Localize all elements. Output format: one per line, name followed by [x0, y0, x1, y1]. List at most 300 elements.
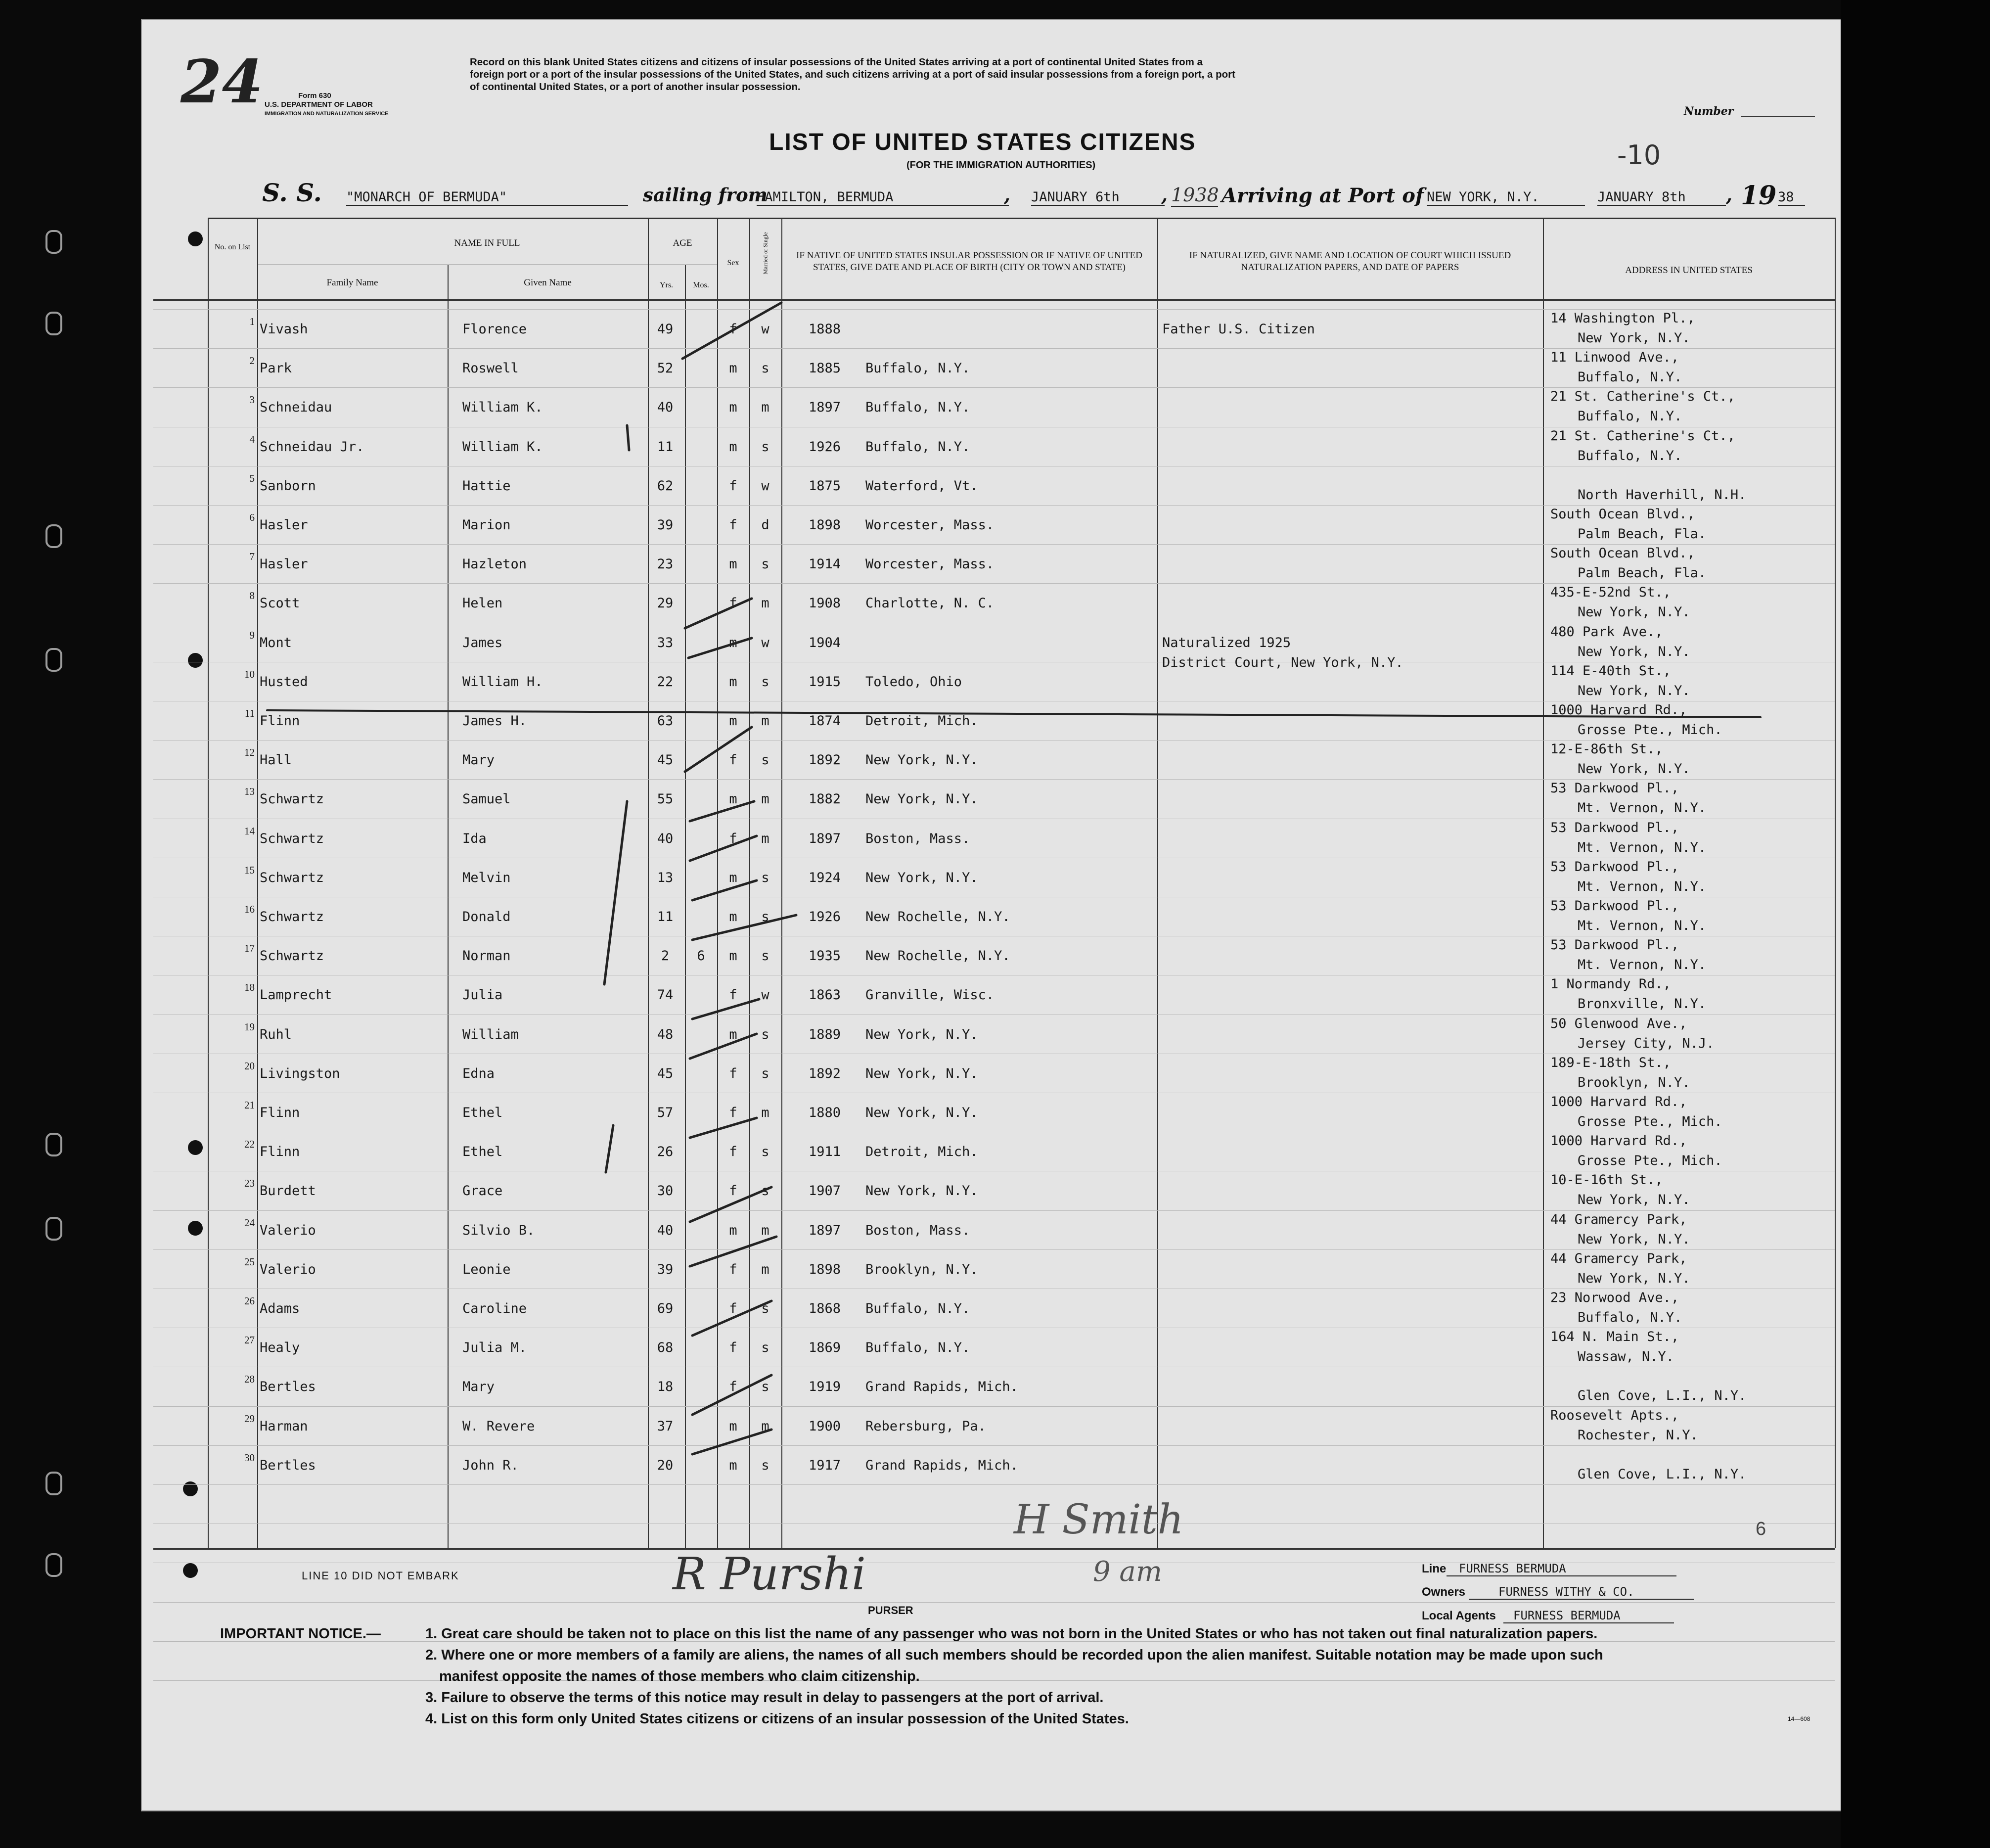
cell-family: Hall	[260, 752, 292, 768]
cell-addr2: New York, N.Y.	[1578, 330, 1690, 346]
cell-yrs: 30	[657, 1183, 674, 1199]
cell-no: 8	[249, 590, 255, 602]
cell-addr1: 44 Gramercy Park,	[1550, 1250, 1687, 1266]
cell-no: 12	[244, 746, 255, 759]
cell-family: Bertles	[260, 1457, 316, 1473]
cell-family: Valerio	[260, 1261, 316, 1277]
page-subtitle: (FOR THE IMMIGRATION AUTHORITIES)	[906, 160, 1096, 171]
cell-given: James	[462, 635, 503, 650]
cell-birth-year: 1898	[809, 1261, 841, 1277]
cell-family: Burdett	[260, 1183, 316, 1199]
cell-addr2: Buffalo, N.Y.	[1578, 1310, 1682, 1325]
cell-addr1: 1000 Harvard Rd.,	[1550, 1133, 1687, 1149]
cell-sex: m	[729, 1418, 737, 1434]
cell-family: Flinn	[260, 713, 300, 729]
header-given-name: Given Name	[524, 277, 572, 288]
cell-no: 2	[249, 355, 255, 367]
cell-addr1: 23 Norwood Ave.,	[1550, 1290, 1679, 1305]
cell-addr2: North Haverhill, N.H.	[1578, 487, 1747, 503]
cell-birth-year: 1914	[809, 556, 841, 572]
cell-family: Schwartz	[260, 791, 324, 807]
notice-2-continued: manifest opposite the names of those members who claim citizenship.	[439, 1668, 920, 1684]
cell-no: 29	[244, 1412, 255, 1425]
cell-addr2: Mt. Vernon, N.Y.	[1578, 800, 1707, 816]
cell-no: 10	[244, 668, 255, 680]
cell-birth-place: New York, N.Y.	[865, 1026, 978, 1042]
tick-mark	[606, 1125, 613, 1172]
cell-no: 15	[244, 864, 255, 876]
cell-ms: m	[761, 713, 769, 729]
cell-ms: w	[761, 478, 769, 494]
cell-no: 20	[244, 1060, 255, 1072]
cell-yrs: 22	[657, 674, 674, 690]
cell-addr2: Buffalo, N.Y.	[1578, 370, 1682, 385]
ss-label: S. S.	[262, 178, 322, 207]
cell-given: Norman	[462, 948, 511, 964]
cell-yrs: 69	[657, 1301, 674, 1316]
cell-family: Flinn	[260, 1144, 300, 1160]
ship-name: "MONARCH OF BERMUDA"	[346, 189, 628, 206]
cell-ms: m	[761, 400, 769, 416]
cell-no: 16	[244, 903, 255, 915]
cell-addr1: 435-E-52nd St.,	[1550, 585, 1671, 601]
cell-family: Hasler	[260, 517, 308, 533]
cell-sex: f	[729, 322, 737, 337]
cell-yrs: 45	[657, 752, 674, 768]
cell-addr2: Mt. Vernon, N.Y.	[1578, 957, 1707, 973]
cell-sex: f	[729, 1261, 737, 1277]
cell-sex: f	[729, 1105, 737, 1120]
cell-family: Park	[260, 361, 292, 376]
cell-birth-place: Detroit, Mich.	[865, 713, 978, 729]
cell-sex: f	[729, 1144, 737, 1160]
cell-family: Schwartz	[260, 870, 324, 885]
cell-addr1: 189-E-18th St.,	[1550, 1055, 1671, 1070]
cell-birth-year: 1874	[809, 713, 841, 729]
cell-family: Ruhl	[260, 1026, 292, 1042]
cell-no: 25	[244, 1255, 255, 1268]
cell-birth-place: Worcester, Mass.	[865, 556, 995, 572]
cell-given: Melvin	[462, 870, 511, 885]
cell-birth-year: 1868	[809, 1301, 841, 1316]
cell-addr1: 11 Linwood Ave.,	[1550, 350, 1679, 366]
cell-no: 7	[249, 551, 255, 563]
cell-yrs: 2	[661, 948, 670, 964]
notice-4: 4. List on this form only United States citizens or citizens of an insular possession of the United States.	[425, 1711, 1129, 1727]
cell-birth-place: Charlotte, N. C.	[865, 596, 995, 611]
header-address: ADDRESS IN UNITED STATES	[1625, 265, 1753, 276]
cell-no: 18	[244, 981, 255, 994]
cell-given: Helen	[462, 596, 503, 611]
cell-sex: m	[729, 1222, 737, 1238]
cell-family: Vivash	[260, 322, 308, 337]
cell-birth-place: New Rochelle, N.Y.	[865, 948, 1010, 964]
cell-sex: f	[729, 517, 737, 533]
cell-nat1: Naturalized 1925	[1162, 635, 1291, 650]
cell-yrs: 48	[657, 1026, 674, 1042]
cell-addr1: Roosevelt Apts.,	[1550, 1407, 1679, 1423]
cell-addr2: Buffalo, N.Y.	[1578, 448, 1682, 463]
cell-birth-year: 1897	[809, 400, 841, 416]
check-mark	[685, 599, 752, 628]
cell-addr2: Grosse Pte., Mich.	[1578, 1114, 1722, 1129]
time-note: 9 am	[1093, 1556, 1162, 1588]
cell-addr1: 44 Gramercy Park,	[1550, 1211, 1687, 1227]
cell-birth-place: Boston, Mass.	[865, 1222, 970, 1238]
cell-family: Livingston	[260, 1065, 340, 1081]
cell-ms: w	[761, 987, 769, 1003]
cell-sex: m	[729, 713, 737, 729]
sailing-date: JANUARY 6th	[1031, 189, 1165, 206]
cell-sex: f	[729, 478, 737, 494]
cell-given: James H.	[462, 713, 527, 729]
check-mark	[682, 303, 781, 359]
cell-birth-place: New York, N.Y.	[865, 752, 978, 768]
cell-family: Schwartz	[260, 831, 324, 846]
cell-yrs: 57	[657, 1105, 674, 1120]
cell-given: William H.	[462, 674, 543, 690]
cell-addr2: Palm Beach, Fla.	[1578, 565, 1707, 581]
form-number: Form 630	[298, 92, 331, 100]
cell-family: Schneidau Jr.	[260, 439, 364, 455]
cell-sex: f	[729, 1340, 737, 1356]
cell-addr2: Jersey City, N.J.	[1578, 1035, 1715, 1051]
cell-addr2: New York, N.Y.	[1578, 604, 1690, 620]
cell-yrs: 45	[657, 1065, 674, 1081]
cell-addr2: Mt. Vernon, N.Y.	[1578, 839, 1707, 855]
check-mark	[692, 880, 757, 900]
cell-no: 28	[244, 1373, 255, 1386]
cell-ms: s	[761, 1457, 769, 1473]
cell-birth-year: 1919	[809, 1379, 841, 1395]
cell-sex: m	[729, 635, 737, 650]
form-code: 14—608	[1788, 1715, 1810, 1722]
cell-ms: s	[761, 1183, 769, 1199]
cell-birth-year: 1888	[809, 322, 841, 337]
cell-yrs: 20	[657, 1457, 674, 1473]
cell-family: Mont	[260, 635, 292, 650]
cell-yrs: 18	[657, 1379, 674, 1395]
arrival-year-prefix: 19	[1741, 181, 1777, 211]
check-mark	[688, 638, 752, 658]
intro-line-3: of continental United States, or a port of another insular possession.	[470, 81, 801, 92]
cell-addr2: Glen Cove, L.I., N.Y.	[1578, 1388, 1747, 1404]
cell-yrs: 63	[657, 713, 674, 729]
header-mos: Mos.	[693, 281, 709, 289]
check-mark	[692, 915, 796, 940]
cell-addr2: New York, N.Y.	[1578, 1231, 1690, 1247]
cell-birth-place: New York, N.Y.	[865, 1183, 978, 1199]
inspector-signature: H Smith	[1014, 1496, 1184, 1543]
arrival-date: JANUARY 8th	[1597, 189, 1726, 206]
line-value: FURNESS BERMUDA	[1447, 1562, 1676, 1576]
cell-sex: f	[729, 987, 737, 1003]
cell-given: Samuel	[462, 791, 511, 807]
strike-line-row-10	[267, 710, 1761, 717]
cell-given: Ethel	[462, 1105, 503, 1120]
cell-no: 3	[249, 394, 255, 406]
cell-birth-year: 1907	[809, 1183, 841, 1199]
cell-sex: m	[729, 556, 737, 572]
cell-birth-place: Buffalo, N.Y.	[865, 1340, 970, 1356]
header-name-in-full: NAME IN FULL	[454, 238, 520, 248]
department-name: U.S. DEPARTMENT OF LABOR	[265, 100, 373, 109]
cell-given: Hazleton	[462, 556, 527, 572]
cell-ms: w	[761, 635, 769, 650]
cell-given: Ethel	[462, 1144, 503, 1160]
cell-addr2: Brooklyn, N.Y.	[1578, 1074, 1690, 1090]
cell-yrs: 29	[657, 596, 674, 611]
cell-addr1: 53 Darkwood Pl.,	[1550, 898, 1679, 914]
cell-addr1: 1000 Harvard Rd.,	[1550, 702, 1687, 718]
cell-birth-year: 1900	[809, 1418, 841, 1434]
cell-family: Scott	[260, 596, 300, 611]
cell-birth-place: Toledo, Ohio	[865, 674, 962, 690]
cell-addr1: 1 Normandy Rd.,	[1550, 976, 1671, 992]
cell-addr2: New York, N.Y.	[1578, 683, 1690, 698]
tick-mark	[627, 425, 629, 450]
cell-no: 19	[244, 1020, 255, 1033]
cell-family: Hasler	[260, 556, 308, 572]
cell-yrs: 40	[657, 1222, 674, 1238]
check-mark	[690, 1118, 757, 1138]
check-mark	[692, 1301, 771, 1336]
cell-ms: s	[761, 1340, 769, 1356]
cell-birth-year: 1869	[809, 1340, 841, 1356]
cell-given: Julia	[462, 987, 503, 1003]
cell-addr2: Wassaw, N.Y.	[1578, 1349, 1674, 1365]
cell-birth-place: Grand Rapids, Mich.	[865, 1457, 1018, 1473]
service-name: IMMIGRATION AND NATURALIZATION SERVICE	[265, 111, 389, 117]
cell-yrs: 26	[657, 1144, 674, 1160]
line10-note: LINE 10 DID NOT EMBARK	[302, 1570, 459, 1582]
cell-no: 23	[244, 1177, 255, 1190]
handwritten-sheet-mark: 24	[181, 47, 263, 117]
intro-line-1: Record on this blank United States citizens and citizens of insular possessions of the United States arriving at a port of continental United States from a	[470, 56, 1203, 68]
cell-family: Schwartz	[260, 909, 324, 924]
cell-sex: m	[729, 948, 737, 964]
page-title: LIST OF UNITED STATES CITIZENS	[769, 129, 1196, 155]
cell-ms: w	[761, 322, 769, 337]
cell-birth-year: 1898	[809, 517, 841, 533]
cell-birth-place: New York, N.Y.	[865, 1065, 978, 1081]
cell-birth-place: Worcester, Mass.	[865, 517, 995, 533]
cell-birth-place: Boston, Mass.	[865, 831, 970, 846]
cell-addr2: New York, N.Y.	[1578, 1270, 1690, 1286]
cell-birth-year: 1917	[809, 1457, 841, 1473]
cell-family: Healy	[260, 1340, 300, 1356]
owners-label: Owners	[1422, 1585, 1466, 1599]
cell-yrs: 37	[657, 1418, 674, 1434]
cell-addr1: 53 Darkwood Pl.,	[1550, 781, 1679, 796]
cell-given: Leonie	[462, 1261, 511, 1277]
cell-no: 26	[244, 1295, 255, 1307]
cell-no: 9	[249, 629, 255, 641]
cell-ms: m	[761, 831, 769, 846]
cell-no: 17	[244, 942, 255, 955]
owners-value: FURNESS WITHY & CO.	[1469, 1585, 1694, 1600]
header-age: AGE	[673, 238, 692, 248]
cell-no: 4	[249, 433, 255, 445]
cell-yrs: 52	[657, 361, 674, 376]
cell-ms: s	[761, 674, 769, 690]
cell-birth-place: Rebersburg, Pa.	[865, 1418, 986, 1434]
cell-birth-year: 1908	[809, 596, 841, 611]
cell-addr2: Grosse Pte., Mich.	[1578, 722, 1722, 738]
cell-given: W. Revere	[462, 1418, 535, 1434]
cell-birth-place: Granville, Wisc.	[865, 987, 995, 1003]
cell-no: 27	[244, 1334, 255, 1346]
cell-birth-year: 1935	[809, 948, 841, 964]
check-mark	[690, 1237, 776, 1266]
cell-nat2: District Court, New York, N.Y.	[1162, 654, 1403, 670]
cell-given: Julia M.	[462, 1340, 527, 1356]
cell-birth-year: 1897	[809, 1222, 841, 1238]
number-label: Number	[1684, 105, 1734, 118]
cell-given: William K.	[462, 439, 543, 455]
cell-addr1: South Ocean Blvd.,	[1550, 507, 1695, 522]
cell-addr2: Mt. Vernon, N.Y.	[1578, 878, 1707, 894]
cell-ms: m	[761, 1105, 769, 1120]
cell-addr1: 50 Glenwood Ave.,	[1550, 1016, 1687, 1031]
cell-sex: f	[729, 1379, 737, 1395]
cell-yrs: 40	[657, 400, 674, 416]
cell-family: Sanborn	[260, 478, 316, 494]
cell-yrs: 11	[657, 439, 674, 455]
cell-family: Bertles	[260, 1379, 316, 1395]
cell-yrs: 23	[657, 556, 674, 572]
cell-nat1: Father U.S. Citizen	[1162, 322, 1315, 337]
cell-birth-year: 1892	[809, 752, 841, 768]
header-birth: IF NATIVE OF UNITED STATES INSULAR POSSESSION OR IF NATIVE OF UNITED STATES, GIVE DATE AND PLACE OF BIRTH (CITY OR TOWN AND STATE)	[796, 250, 1142, 273]
cell-addr2: Palm Beach, Fla.	[1578, 526, 1707, 542]
cell-given: Marion	[462, 517, 511, 533]
arrival-year-suffix: 38	[1778, 189, 1805, 206]
cell-ms: m	[761, 1222, 769, 1238]
cell-yrs: 13	[657, 870, 674, 885]
cell-given: Caroline	[462, 1301, 527, 1316]
cell-birth-place: Buffalo, N.Y.	[865, 1301, 970, 1316]
header-family-name: Family Name	[326, 277, 378, 288]
cell-addr1: 53 Darkwood Pl.,	[1550, 820, 1679, 835]
cell-addr1: 53 Darkwood Pl.,	[1550, 859, 1679, 875]
cell-birth-year: 1885	[809, 361, 841, 376]
agents-value: FURNESS BERMUDA	[1503, 1609, 1674, 1623]
sailing-year: 1938	[1171, 184, 1219, 206]
cell-addr2: Glen Cove, L.I., N.Y.	[1578, 1466, 1747, 1482]
cell-ms: s	[761, 1379, 769, 1395]
cell-no: 6	[249, 511, 255, 523]
cell-ms: s	[761, 752, 769, 768]
cell-birth-place: Waterford, Vt.	[865, 478, 978, 494]
cell-yrs: 11	[657, 909, 674, 924]
cell-given: Florence	[462, 322, 527, 337]
cell-sex: f	[729, 1065, 737, 1081]
cell-mos: 6	[697, 948, 705, 964]
cell-no: 13	[244, 785, 255, 798]
cell-birth-year: 1892	[809, 1065, 841, 1081]
intro-line-2: foreign port or a port of the insular possessions of the United States, and such citizens arriving at a port of said insular possessions from a foreign port, a port	[470, 69, 1235, 80]
cell-birth-year: 1904	[809, 635, 841, 650]
cell-no: 30	[244, 1451, 255, 1464]
cell-birth-place: Buffalo, N.Y.	[865, 439, 970, 455]
sailing-port: HAMILTON, BERMUDA	[757, 189, 1009, 206]
cell-addr1: 21 St. Catherine's Ct.,	[1550, 428, 1735, 444]
sailing-label: sailing from	[643, 184, 768, 206]
cell-sex: f	[729, 752, 737, 768]
cell-birth-year: 1875	[809, 478, 841, 494]
cell-given: Mary	[462, 752, 495, 768]
cell-yrs: 55	[657, 791, 674, 807]
cell-birth-year: 1924	[809, 870, 841, 885]
cell-birth-year: 1926	[809, 439, 841, 455]
cell-family: Flinn	[260, 1105, 300, 1120]
check-mark	[685, 727, 752, 772]
notice-3: 3. Failure to observe the terms of this notice may result in delay to passengers at the port of arrival.	[425, 1690, 1104, 1706]
arrival-port: NEW YORK, N.Y.	[1427, 189, 1585, 206]
header-sex: Sex	[727, 259, 739, 267]
cell-ms: s	[761, 948, 769, 964]
cell-birth-place: Brooklyn, N.Y.	[865, 1261, 978, 1277]
cell-birth-place: Buffalo, N.Y.	[865, 361, 970, 376]
cell-yrs: 39	[657, 517, 674, 533]
cell-ms: s	[761, 1065, 769, 1081]
purser-signature: R Purshi	[673, 1548, 866, 1600]
notice-2: 2. Where one or more members of a family are aliens, the names of all such members should be recorded upon the alien manifest. Suitable notation may be made upon such	[425, 1647, 1603, 1663]
list-number: -10	[1617, 139, 1661, 171]
cell-addr1: 164 N. Main St.,	[1550, 1329, 1679, 1345]
cell-birth-year: 1889	[809, 1026, 841, 1042]
cell-no: 22	[244, 1138, 255, 1151]
cell-addr2: Mt. Vernon, N.Y.	[1578, 918, 1707, 933]
cell-family: Lamprecht	[260, 987, 332, 1003]
cell-no: 14	[244, 825, 255, 837]
cell-ms: s	[761, 361, 769, 376]
check-mark	[692, 1375, 771, 1415]
notice-heading: IMPORTANT NOTICE.—	[220, 1626, 381, 1642]
cell-birth-year: 1911	[809, 1144, 841, 1160]
cell-addr1: South Ocean Blvd.,	[1550, 546, 1695, 561]
cell-family: Schneidau	[260, 400, 332, 416]
cell-given: Ida	[462, 831, 487, 846]
page-count: 6	[1756, 1519, 1766, 1539]
cell-given: John R.	[462, 1457, 519, 1473]
arriving-label: Arriving at Port of	[1221, 184, 1424, 207]
cell-given: Silvio B.	[462, 1222, 535, 1238]
cell-sex: m	[729, 1026, 737, 1042]
cell-ms: s	[761, 1026, 769, 1042]
cell-addr2: New York, N.Y.	[1578, 761, 1690, 777]
cell-given: Grace	[462, 1183, 503, 1199]
cell-ms: m	[761, 596, 769, 611]
cell-given: Edna	[462, 1065, 495, 1081]
cell-family: Valerio	[260, 1222, 316, 1238]
header-married-single: Married or Single	[762, 232, 769, 275]
notice-1: 1. Great care should be taken not to place on this list the name of any passenger who was not born in the United States or who has not taken out final naturalization papers.	[425, 1626, 1598, 1642]
cell-sex: m	[729, 361, 737, 376]
cell-sex: f	[729, 1301, 737, 1316]
cell-ms: s	[761, 1301, 769, 1316]
cell-yrs: 39	[657, 1261, 674, 1277]
cell-ms: s	[761, 909, 769, 924]
cell-given: William K.	[462, 400, 543, 416]
cell-birth-place: Detroit, Mich.	[865, 1144, 978, 1160]
cell-yrs: 74	[657, 987, 674, 1003]
cell-addr2: Buffalo, N.Y.	[1578, 409, 1682, 424]
line-label: Line	[1422, 1562, 1447, 1575]
cell-addr2: New York, N.Y.	[1578, 1192, 1690, 1208]
cell-addr1: 12-E-86th St.,	[1550, 741, 1663, 757]
